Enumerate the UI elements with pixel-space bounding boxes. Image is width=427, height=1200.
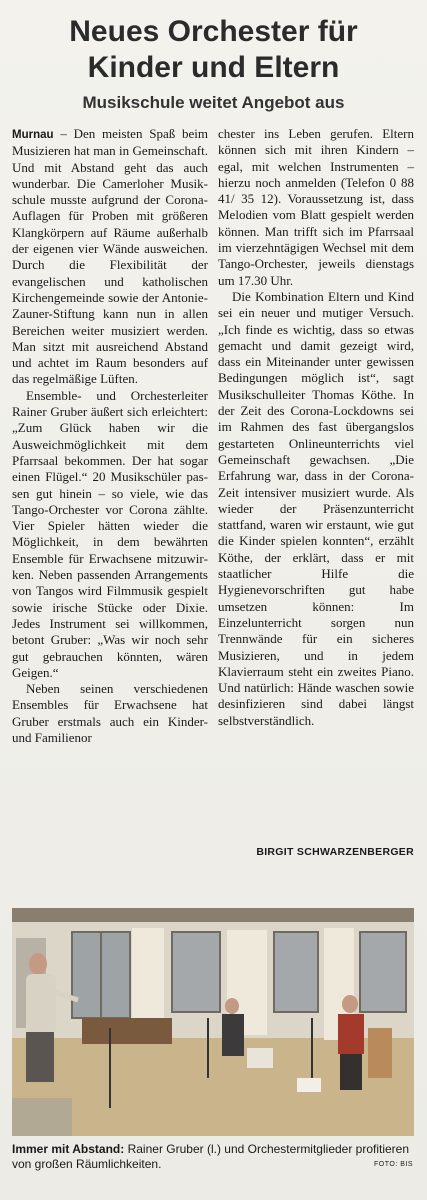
headline (0, 14, 427, 86)
subheadline: Musikschule weitet Angebot aus (82, 93, 345, 112)
article-paragraph: Die Kombination Eltern und Kind sei ein neuer und mutiger Versuch. „Ich finde es wichtig, dass so etwas gemacht und damit gezeigt wird, dass ein Miteinander unter gewissen Bedingungen möglich ist“, sagt Musikschulleiter Thomas Köthe. In der Zeit des Corona-Lockdowns sei im Rahmen des fast übergangslos gestarteten Onlineunterrichts viel Gemeinschaft gewachsen. „Die Erfahrung war, dass in der Corona-Zeit intensiver musiziert wurde. Als wieder der Präsenzunterricht stattfand, waren wir erstaunt, wie gut die Kinder spielen konnten“, erzählt Köthe, der erklärt, dass er mit staatlicher Hilfe die Hygienevorschriften gut habe umsetzen können: Im Einzelunterricht sorgen nun Trennwände für ein sicheres Musizieren, und in jedem Klavierraum steht ein zweites Piano. Und natürlich: Hände waschen sowie desinfizieren sind dabei längst selbstverständlich. (218, 288, 414, 728)
headline-line-1: Neues Orchester für (69, 15, 358, 48)
caption-text: Rainer Gruber (l.) und Orchestermitglieder profitieren von großen Räumlichkeiten. (12, 1142, 410, 1171)
caption-lead: Immer mit Abstand: (12, 1142, 125, 1156)
photo-caption (12, 1142, 416, 1172)
article-paragraph: chester ins Leben gerufen. Eltern können sich mit ihren Kindern – egal, mit welchen Instrumenten – hierzu noch anmelden (Telefon 0 88 41/ 35 12). Voraussetzung ist, dass Melodien vom Blatt gespielt werden können. Man trifft sich im Pfarrsaal im vierzehntägigen Wechsel mit dem Tango-Orchester, jeweils dienstags um 17.30 Uhr. (218, 126, 414, 288)
article-paragraph: Neben seinen verschiedenen Ensembles für Erwachsene hat Gruber erstmals auch ein Kinder- und Familienor (12, 681, 208, 745)
article-photo (12, 908, 414, 1136)
headline-line-2: Kinder und Eltern (87, 51, 340, 84)
article-column-right (218, 126, 414, 729)
article-column-left (12, 126, 208, 746)
paragraph-text: – Den meisten Spaß beim Musizieren hat man in Gemeinschaft. Und mit Abstand geht das auch wunderbar. Die Camerloher Musikschule musste aufgrund der Corona-Auflagen für Proben mit größeren Klangkörpern auf Räume außerhalb der eigenen vier Wände ausweichen. Durch die Flexibilität der evangelischen und katholischen Kirchengemeinde sowie der Antonie-Zauner-Stiftung kann nun in allen Bereichen weiter musiziert werden. Man sitzt mit ausreichend Abstand und achtet im Raum besonders auf das regelmäßige Lüften. (12, 126, 208, 387)
author-byline: BIRGIT SCHWARZENBERGER (256, 846, 414, 858)
article-paragraph: Ensemble- und Orchesterleiter Rainer Gruber äußert sich erleichtert: „Zum Glück haben wir die Ausweichmöglichkeit mit dem Pfarrsaal bekommen. Der hat sogar einen Flügel.“ 20 Musikschüler passen gut hinein – so viele, wie das Tango-Orchester vor Corona zählte. Vier Spieler hätten wieder die Möglichkeit, in dem bewährten Ensemble für Erwachsene mitzuwirken. Neben passenden Arrangements von Tangos wird Filmmusik gespielt sowie irische Stücke oder Dixie. Jedes Instrument sei willkommen, betont Gruber: „Was wir noch sehr gut gebrauchen könnten, wären Geigen.“ (12, 387, 208, 680)
photo-credit: FOTO: BIS (374, 1161, 413, 1168)
article-paragraph (12, 126, 208, 388)
dateline: Murnau (12, 129, 54, 141)
photo-illustration (12, 908, 414, 1136)
